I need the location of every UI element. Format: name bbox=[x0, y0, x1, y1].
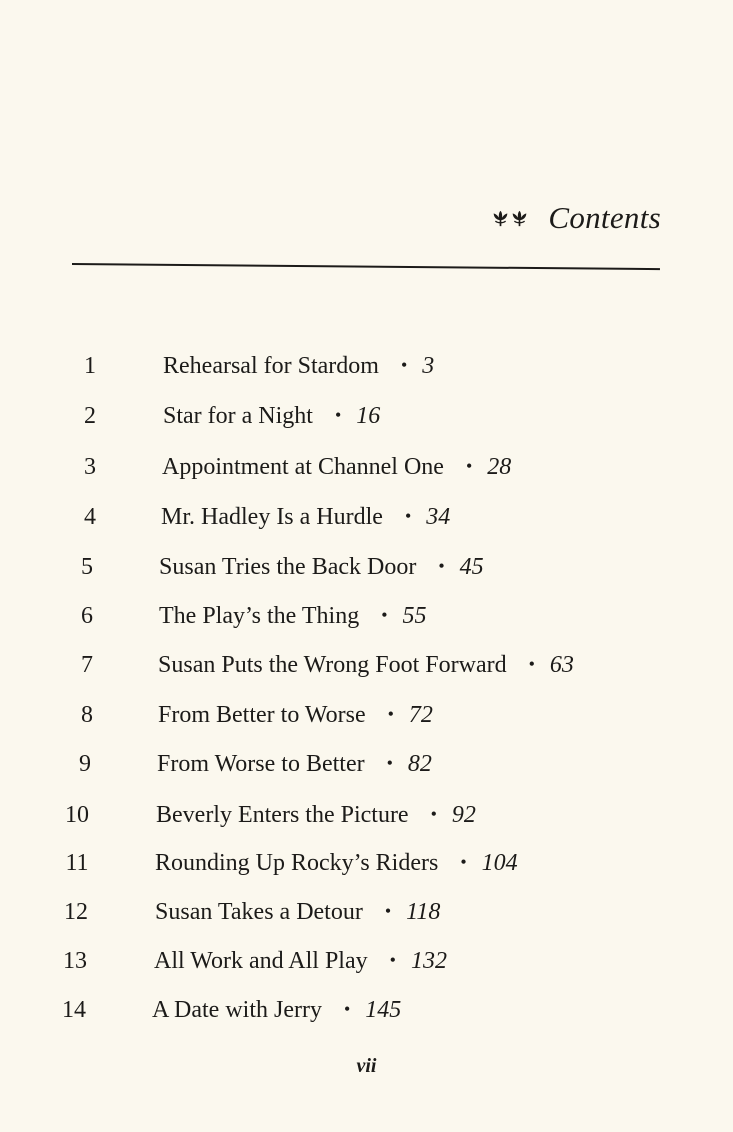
chapter-title-line bbox=[158, 652, 574, 679]
chapter-number: 7 bbox=[81, 652, 93, 678]
leader-separator: • bbox=[334, 405, 342, 425]
chapter-page-number: 34 bbox=[426, 504, 451, 530]
chapter-title: From Worse to Better bbox=[157, 751, 365, 777]
toc-entry bbox=[0, 554, 733, 590]
leader-separator: • bbox=[384, 901, 392, 921]
leader-separator: • bbox=[343, 999, 351, 1019]
chapter-number: 4 bbox=[84, 504, 96, 530]
chapter-number: 9 bbox=[79, 751, 91, 777]
chapter-page-number: 28 bbox=[487, 454, 512, 480]
toc-entry bbox=[0, 948, 733, 984]
leader-separator: • bbox=[386, 753, 393, 773]
chapter-title-line bbox=[156, 802, 476, 829]
page-title: Contents bbox=[548, 200, 661, 235]
leader-separator: • bbox=[404, 506, 412, 526]
leader-separator: • bbox=[465, 456, 473, 476]
chapter-title: Susan Puts the Wrong Foot Forward bbox=[158, 652, 507, 678]
chapter-title: Susan Tries the Back Door bbox=[159, 554, 417, 580]
chapter-number: 3 bbox=[84, 454, 96, 480]
chapter-title: Beverly Enters the Picture bbox=[156, 802, 409, 828]
chapter-page-number: 63 bbox=[549, 652, 574, 678]
chapter-title-line bbox=[152, 997, 401, 1024]
heading-divider bbox=[72, 263, 660, 270]
leader-separator: • bbox=[430, 804, 437, 824]
chapter-number: 14 bbox=[62, 997, 86, 1023]
chapter-title-line bbox=[159, 554, 484, 581]
chapter-page-number: 72 bbox=[408, 702, 433, 728]
toc-entry bbox=[0, 751, 733, 787]
chapter-page-number: 104 bbox=[481, 850, 518, 876]
contents-heading bbox=[492, 200, 661, 236]
leader-separator: • bbox=[460, 852, 467, 872]
chapter-page-number: 16 bbox=[356, 403, 381, 429]
flower-icon bbox=[511, 210, 528, 227]
chapter-number: 1 bbox=[84, 353, 96, 379]
toc-entry bbox=[0, 603, 733, 639]
chapter-page-number: 118 bbox=[406, 899, 441, 925]
leader-separator: • bbox=[438, 556, 445, 576]
chapter-page-number: 55 bbox=[402, 603, 427, 629]
chapter-number: 5 bbox=[81, 554, 93, 580]
chapter-number: 8 bbox=[81, 702, 93, 728]
chapter-title-line bbox=[158, 702, 433, 729]
toc-entry bbox=[0, 850, 733, 886]
chapter-title: All Work and All Play bbox=[154, 948, 368, 974]
double-flower-ornament-icon bbox=[492, 210, 528, 227]
toc-entry bbox=[0, 504, 733, 540]
chapter-title-line bbox=[154, 948, 447, 975]
chapter-number: 10 bbox=[65, 802, 89, 828]
leader-separator: • bbox=[381, 605, 388, 625]
page-number: vii bbox=[356, 1055, 377, 1077]
chapter-title: A Date with Jerry bbox=[152, 997, 322, 1023]
chapter-title-line bbox=[163, 353, 434, 380]
toc-entry bbox=[0, 997, 733, 1033]
chapter-title-line bbox=[162, 454, 511, 481]
chapter-title: Mr. Hadley Is a Hurdle bbox=[161, 504, 383, 530]
chapter-title-line bbox=[155, 850, 518, 877]
chapter-title-line bbox=[157, 751, 432, 778]
chapter-page-number: 92 bbox=[451, 802, 476, 828]
toc-entry bbox=[0, 702, 733, 738]
leader-separator: • bbox=[400, 355, 408, 375]
chapter-title: The Play’s the Thing bbox=[159, 603, 360, 629]
toc-entry bbox=[0, 353, 733, 389]
chapter-number: 11 bbox=[65, 850, 89, 876]
chapter-number: 12 bbox=[64, 899, 88, 925]
chapter-number: 13 bbox=[63, 948, 87, 974]
chapter-title-line bbox=[163, 403, 380, 430]
chapter-title-line bbox=[159, 603, 427, 630]
chapter-page-number: 45 bbox=[459, 554, 484, 580]
chapter-page-number: 132 bbox=[410, 948, 447, 974]
chapter-title-line bbox=[155, 899, 440, 926]
flower-icon bbox=[492, 210, 509, 227]
chapter-number: 6 bbox=[81, 603, 93, 629]
toc-entry bbox=[0, 454, 733, 490]
chapter-number: 2 bbox=[84, 403, 96, 429]
toc-entry bbox=[0, 652, 733, 688]
leader-separator: • bbox=[387, 704, 394, 724]
leader-separator: • bbox=[528, 654, 535, 674]
chapter-title: Rounding Up Rocky’s Riders bbox=[155, 850, 439, 876]
chapter-page-number: 145 bbox=[365, 997, 402, 1023]
chapter-title: Rehearsal for Stardom bbox=[163, 353, 379, 379]
chapter-title: Star for a Night bbox=[163, 403, 313, 429]
chapter-title-line bbox=[161, 504, 450, 531]
toc-entry bbox=[0, 802, 733, 838]
chapter-title: From Better to Worse bbox=[158, 702, 366, 728]
chapter-title: Susan Takes a Detour bbox=[155, 899, 363, 925]
toc-entry bbox=[0, 899, 733, 935]
chapter-page-number: 82 bbox=[407, 751, 432, 777]
leader-separator: • bbox=[389, 950, 396, 970]
toc-entry bbox=[0, 403, 733, 439]
chapter-page-number: 3 bbox=[422, 353, 435, 379]
chapter-title: Appointment at Channel One bbox=[162, 454, 444, 480]
